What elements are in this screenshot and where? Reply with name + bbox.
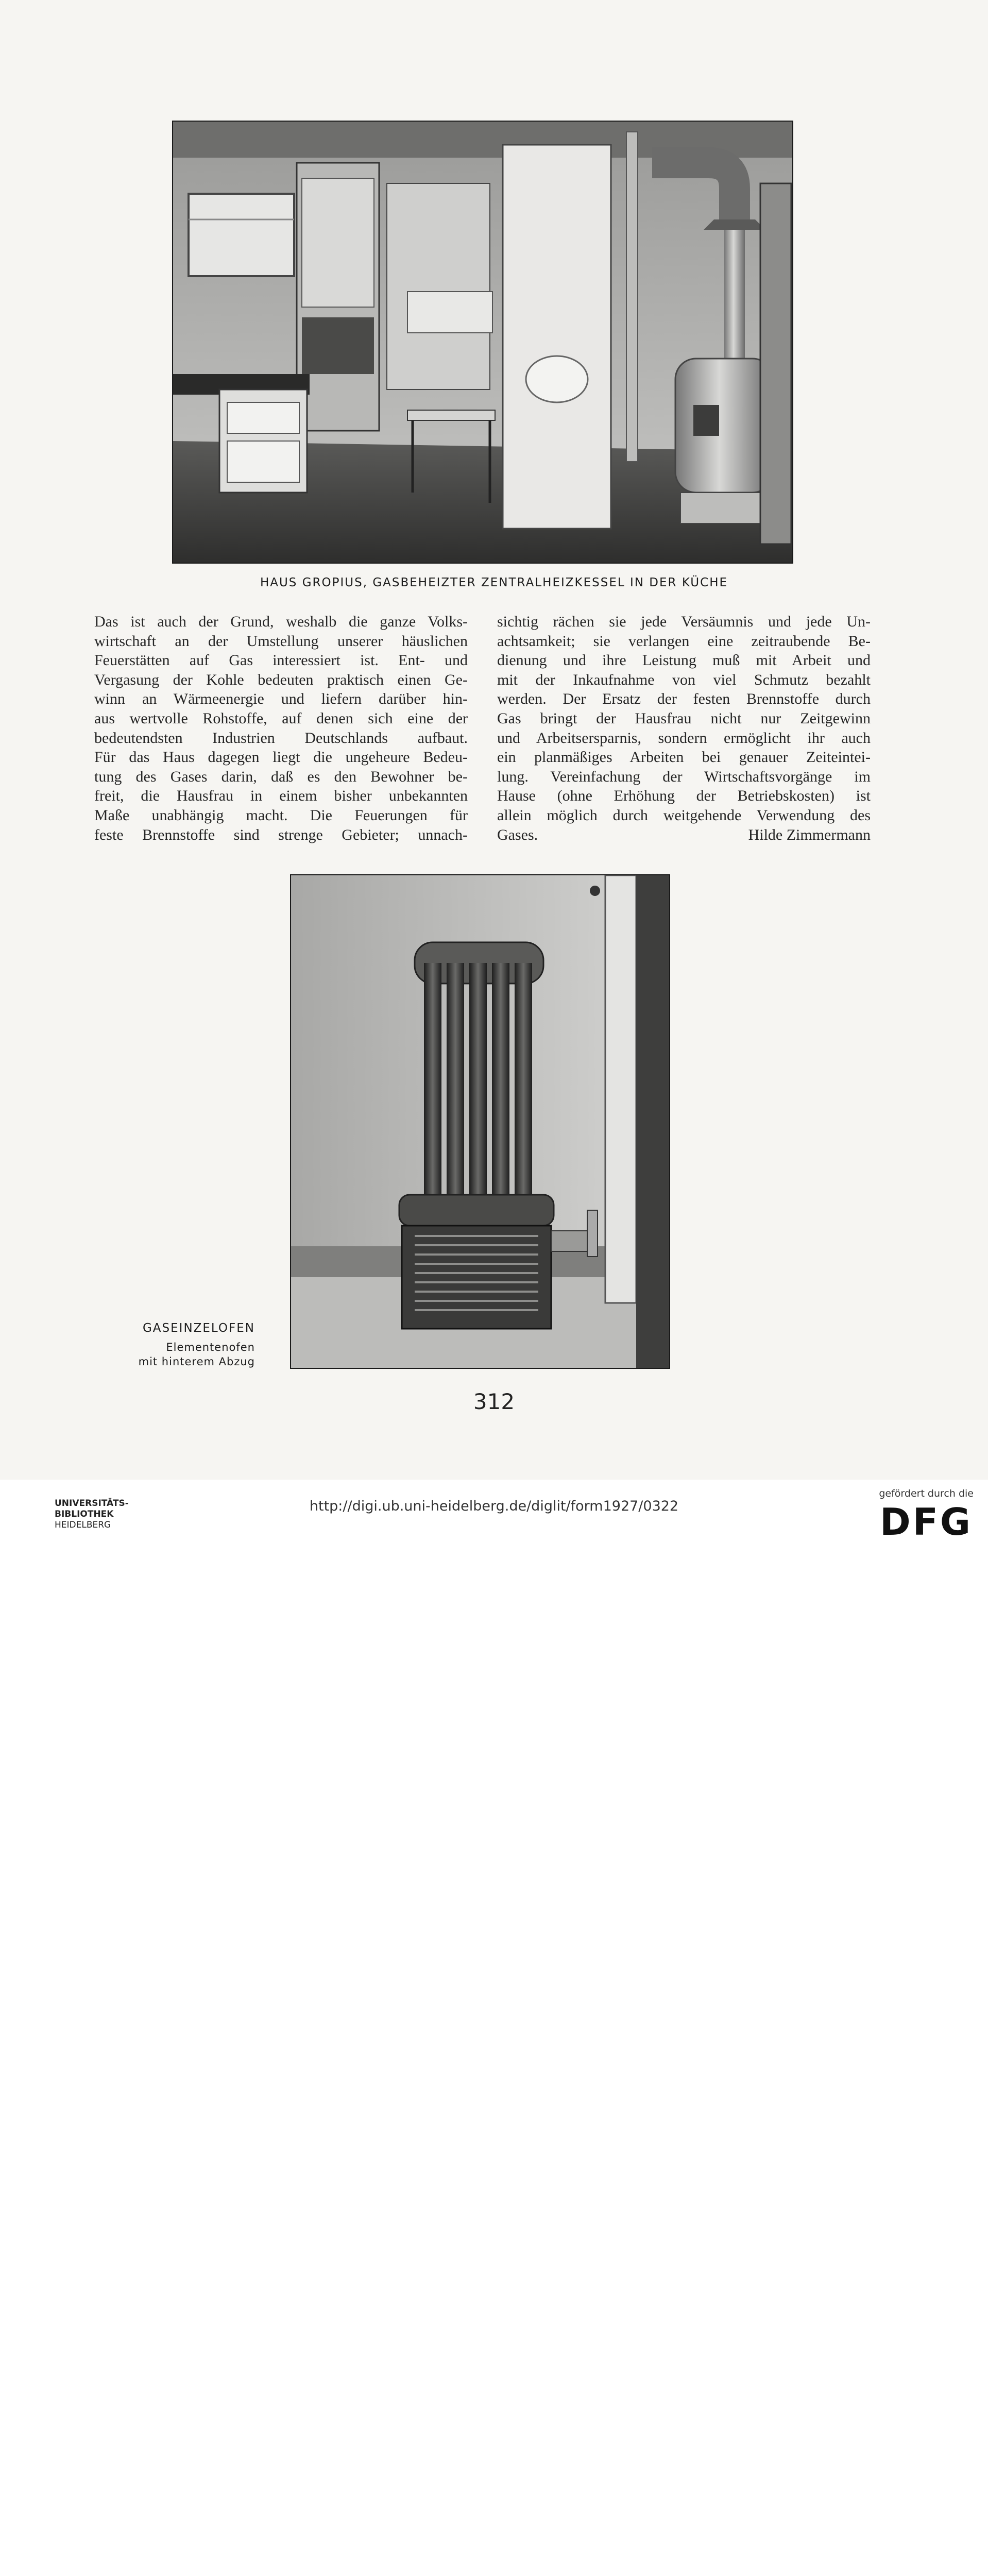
figure2-caption-line2: mit hinterem Abzug [138,1355,255,1368]
text-line: aus wertvolle Rohstoffe, auf denen sich eine der [94,709,468,727]
text-line: winn an Wärmeenergie und liefern darüber hin- [94,690,468,708]
gas-heater-photo [290,874,670,1369]
text-line: und Arbeitsersparnis, sondern ermöglicht ihr auch [497,729,871,747]
gas-heater-drawing [291,875,669,1368]
text-line: freit, die Hausfrau in einem bisher unbekannten [94,787,468,805]
kitchen-photo [172,121,793,564]
digitization-footer [0,1480,988,1551]
permalink-url[interactable]: http://digi.ub.uni-heidelberg.de/diglit/form1927/0322 [309,1498,679,1514]
figure2-caption-line1: Elementenofen [166,1341,255,1353]
text-line: lung. Vereinfachung der Wirtschaftsvorgänge im [497,768,871,785]
text-line: mit der Inkaufnahme von viel Schmutz bezahlt [497,671,871,688]
final-text: Gases. [497,826,538,843]
library-line1: UNIVERSITÄTS- [55,1498,129,1509]
text-line: Feuerstätten auf Gas interessiert ist. Ent- und [94,652,468,669]
text-line: wirtschaft an der Umstellung unserer häuslichen [94,632,468,650]
text-line: Das ist auch der Grund, weshalb die ganze Volks- [94,613,468,630]
dfg-logo: DFG [879,1500,973,1544]
text-line: feste Brennstoffe sind strenge Gebieter; unnach- [94,826,468,843]
text-line: Vergasung der Kohle bedeuten praktisch einen Ge- [94,671,468,688]
figure1-caption: HAUS GROPIUS, GASBEHEIZTER ZENTRALHEIZKESSEL IN DER KÜCHE [260,576,728,589]
text-line: sichtig rächen sie jede Versäumnis und jede Un- [497,613,871,630]
text-line: Für das Haus dagegen liegt die ungeheure Bedeu- [94,749,468,766]
article-right-column [497,612,871,844]
author-signature: Hilde Zimmermann [748,826,871,843]
funding-text: gefördert durch die [879,1488,974,1499]
page-number: 312 [473,1389,515,1414]
text-line: werden. Der Ersatz der festen Brennstoffe durch [497,690,871,708]
text-line: Gas bringt der Hausfrau nicht nur Zeitgewinn [497,709,871,727]
text-line: ein planmäßiges Arbeiten bei genauer Zeiteintei- [497,749,871,766]
text-line: allein möglich durch weitgehende Verwendung des [497,806,871,824]
closing-line [497,825,871,845]
text-line: Maße unabhängig macht. Die Feuerungen für [94,806,468,824]
text-line: Hause (ohne Erhöhung der Betriebskosten) ist [497,787,871,805]
text-line: tung des Gases darin, daß es den Bewohner be- [94,768,468,785]
text-line: dienung und ihre Leistung muß mit Arbeit und [497,652,871,669]
figure2-caption-title: GASEINZELOFEN [142,1321,255,1335]
library-line2: BIBLIOTHEK [55,1509,114,1519]
text-line: bedeutendsten Industrien Deutschlands aufbaut. [94,729,468,747]
text-line: achtsamkeit; sie verlangen eine zeitraubende Be- [497,632,871,650]
library-line3: HEIDELBERG [55,1520,111,1530]
article-left-column [94,612,468,844]
kitchen-photo-drawing [173,122,792,563]
